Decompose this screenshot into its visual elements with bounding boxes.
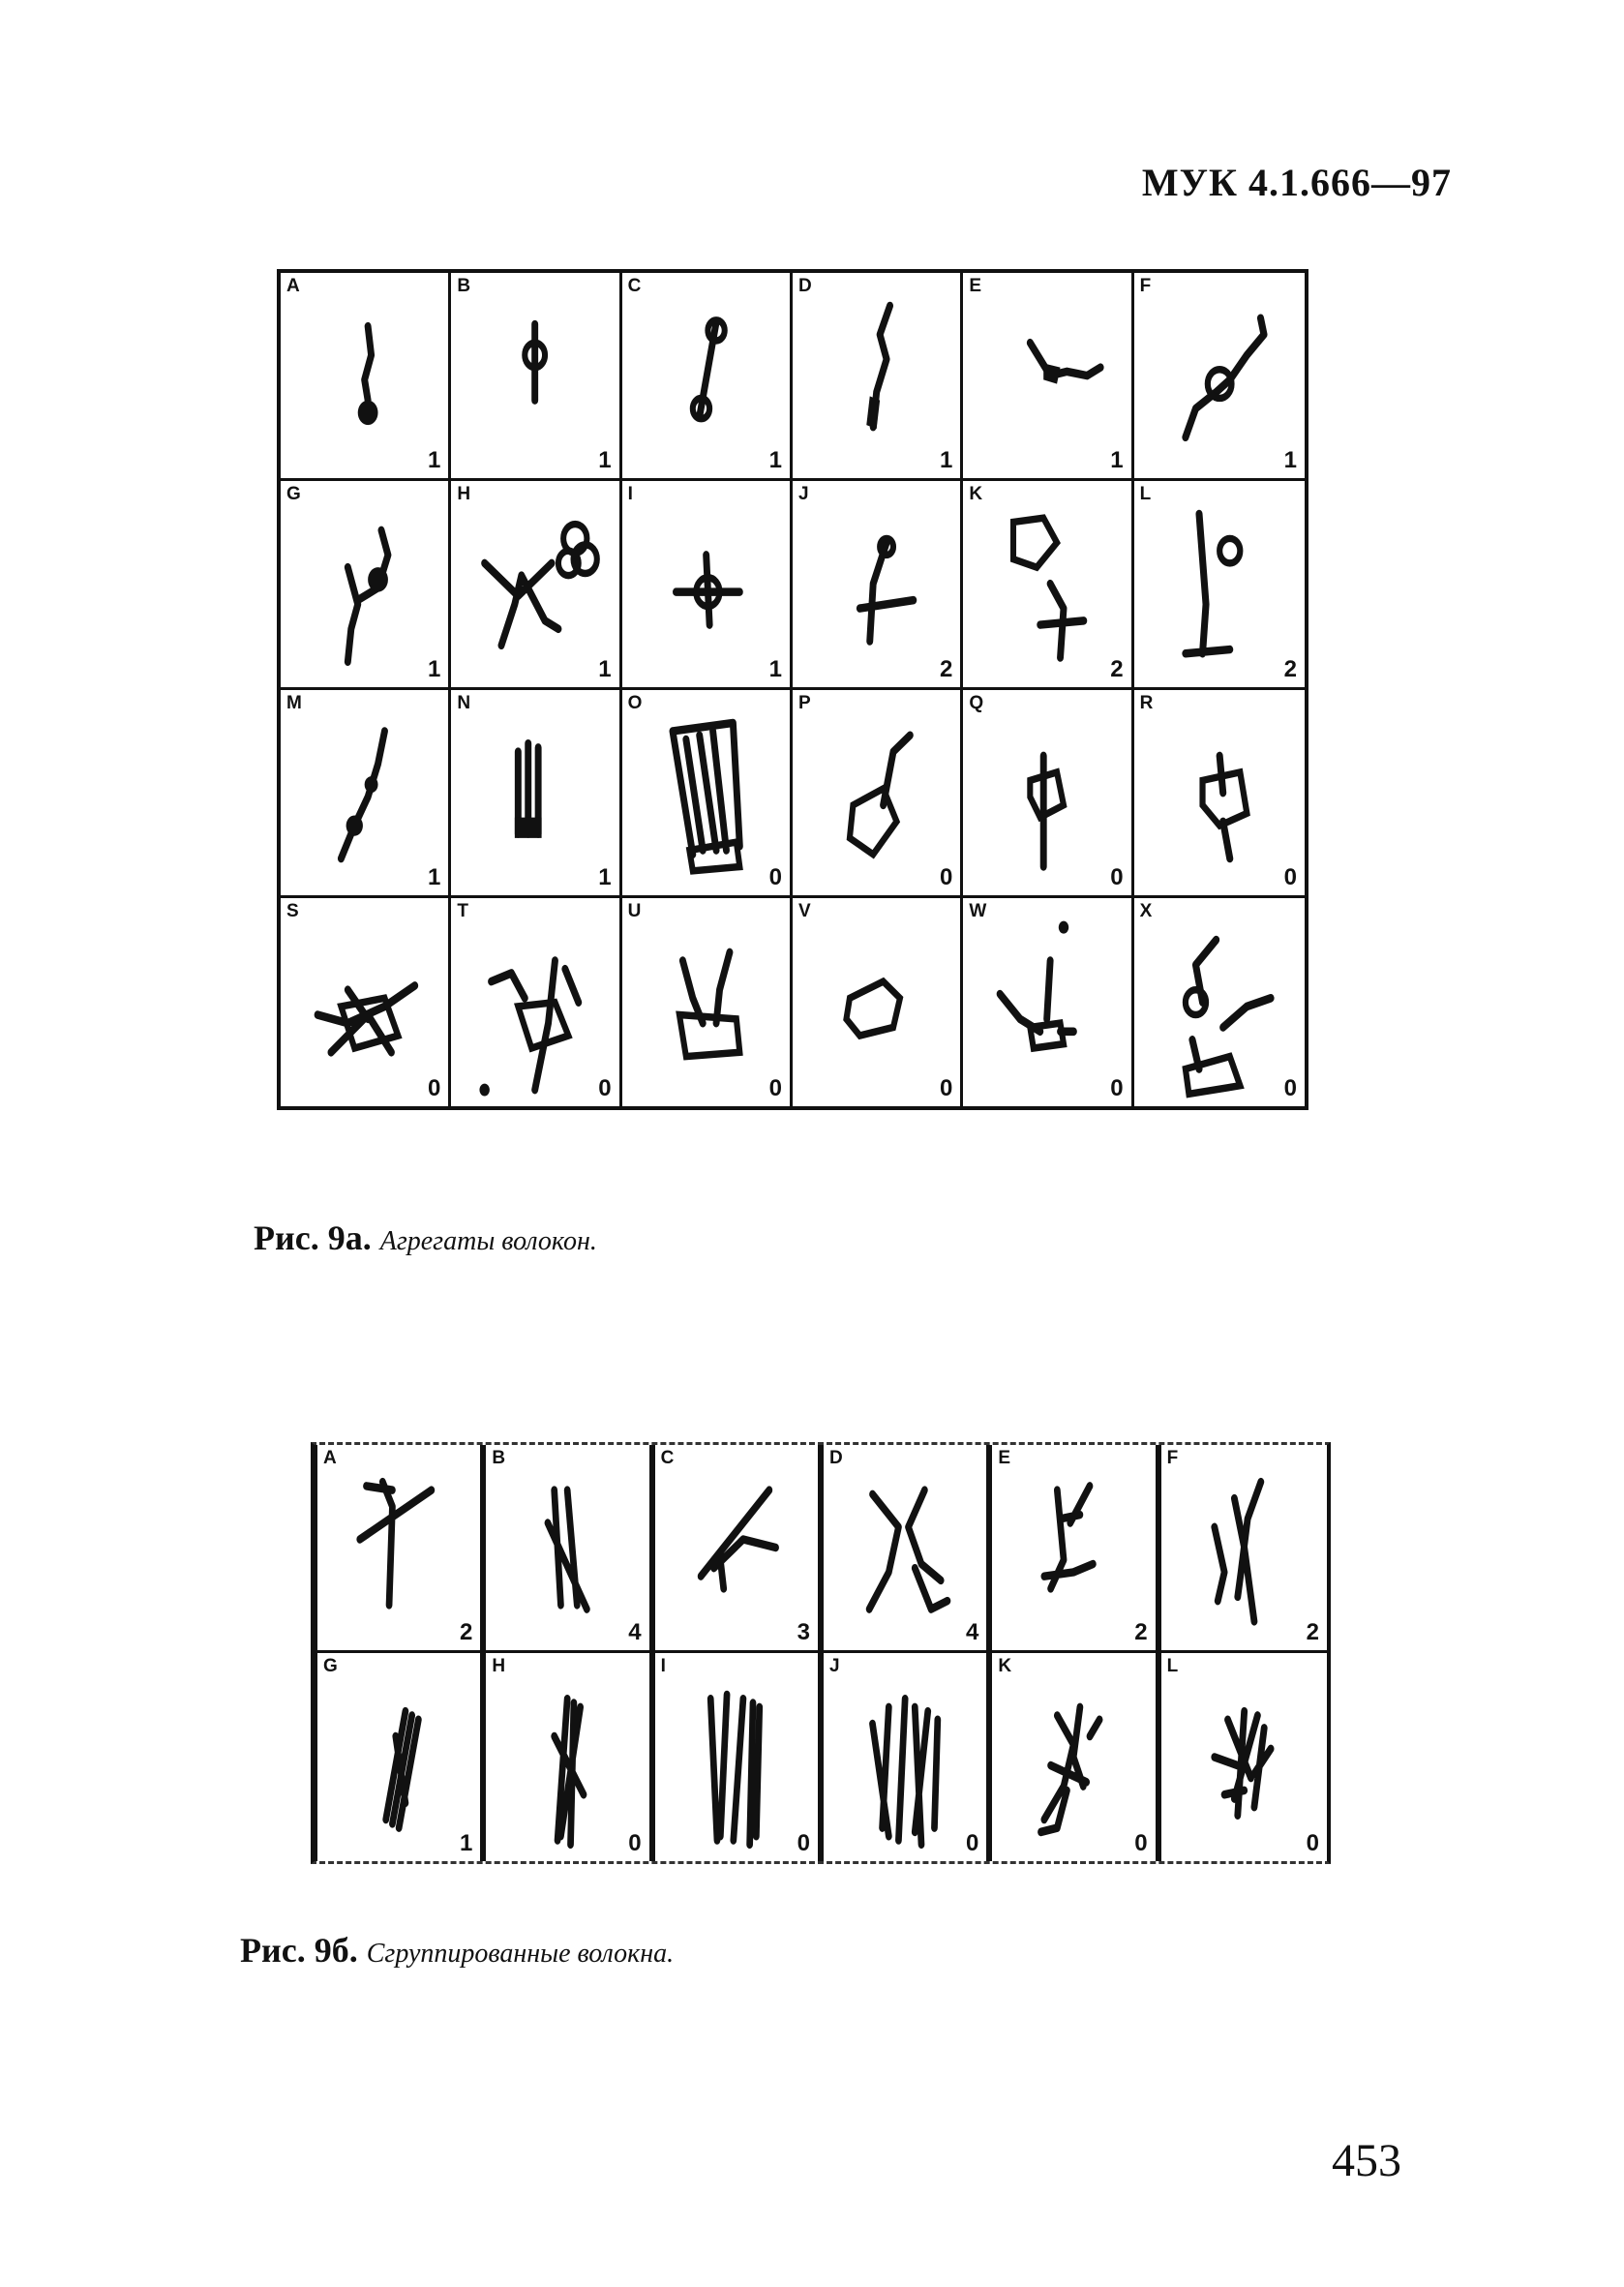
figure-a-cell xyxy=(281,273,451,481)
figure-b-cell xyxy=(989,1445,1158,1653)
fiber-sketch xyxy=(281,273,448,478)
fiber-sketch xyxy=(486,1653,648,1861)
fiber-sketch xyxy=(451,273,618,478)
figure-9a-caption-text: Агрегаты волокон. xyxy=(379,1226,597,1256)
figure-b-cell xyxy=(483,1445,651,1653)
fiber-sketch xyxy=(317,1445,480,1650)
cell-letter: D xyxy=(829,1448,843,1468)
cell-score: 2 xyxy=(459,1619,473,1645)
cell-letter: E xyxy=(998,1448,1011,1468)
fiber-sketch xyxy=(1161,1653,1327,1861)
fiber-sketch xyxy=(655,1653,818,1861)
figure-a-cell xyxy=(281,690,451,898)
fiber-sketch xyxy=(486,1445,648,1650)
cell-letter: L xyxy=(1139,484,1152,505)
fiber-sketch xyxy=(622,273,790,478)
cell-score: 1 xyxy=(939,447,953,474)
fiber-sketch xyxy=(1134,273,1305,478)
cell-score: 0 xyxy=(598,1075,612,1101)
cell-letter: F xyxy=(1166,1448,1179,1468)
cell-letter: C xyxy=(660,1448,675,1468)
fiber-sketch xyxy=(793,481,960,686)
figure-a-cell xyxy=(793,481,963,689)
figure-a-cell xyxy=(622,481,793,689)
figure-9b-caption xyxy=(240,1930,674,1971)
fiber-sketch xyxy=(622,481,790,686)
figure-b-cell xyxy=(315,1653,483,1861)
cell-letter: N xyxy=(457,692,471,713)
cell-letter: A xyxy=(286,276,300,296)
cell-letter: M xyxy=(286,692,302,713)
cell-letter: H xyxy=(492,1656,506,1676)
cell-letter: A xyxy=(323,1448,337,1468)
figure-a-cell xyxy=(451,273,621,481)
figure-b-cell xyxy=(989,1653,1158,1861)
cell-letter: G xyxy=(323,1656,338,1676)
cell-letter: G xyxy=(286,484,301,505)
figure-a-cell xyxy=(963,481,1133,689)
figure-a-cell xyxy=(622,273,793,481)
figure-b-cell xyxy=(315,1445,483,1653)
cell-score: 2 xyxy=(1134,1619,1148,1645)
figure-a-cell xyxy=(622,898,793,1106)
fiber-sketch xyxy=(317,1653,480,1861)
cell-score: 2 xyxy=(1110,655,1124,682)
cell-score: 0 xyxy=(768,1075,782,1101)
figure-a-cell xyxy=(1134,273,1305,481)
fiber-sketch xyxy=(824,1445,986,1650)
fiber-sketch xyxy=(992,1653,1155,1861)
cell-letter: X xyxy=(1139,900,1153,921)
cell-score: 1 xyxy=(598,447,612,474)
cell-letter: P xyxy=(798,692,811,713)
fiber-sketch xyxy=(793,898,960,1106)
cell-letter: W xyxy=(969,900,987,921)
cell-score: 0 xyxy=(1134,1830,1148,1856)
cell-score: 2 xyxy=(1306,1619,1319,1645)
fiber-sketch xyxy=(451,690,618,895)
figure-9a-caption-number: Рис. 9а. xyxy=(254,1219,372,1257)
figure-a-cell xyxy=(793,898,963,1106)
figure-a-cell xyxy=(622,690,793,898)
figure-a-cell xyxy=(281,481,451,689)
fiber-sketch xyxy=(793,690,960,895)
cell-letter: J xyxy=(829,1656,840,1676)
cell-score: 3 xyxy=(797,1619,810,1645)
cell-letter: S xyxy=(286,900,299,921)
page-number: 453 xyxy=(1332,2135,1401,2186)
cell-score: 1 xyxy=(1283,447,1297,474)
cell-score: 1 xyxy=(598,863,612,890)
fiber-sketch xyxy=(451,481,618,686)
figure-a-cell xyxy=(793,690,963,898)
figure-a-cell xyxy=(963,898,1133,1106)
fiber-sketch xyxy=(281,481,448,686)
cell-score: 1 xyxy=(427,863,441,890)
cell-letter: V xyxy=(798,900,811,921)
figure-b-cell xyxy=(821,1445,989,1653)
cell-letter: H xyxy=(457,484,471,505)
cell-score: 4 xyxy=(628,1619,642,1645)
cell-score: 1 xyxy=(459,1830,473,1856)
cell-score: 0 xyxy=(797,1830,810,1856)
cell-score: 0 xyxy=(965,1830,979,1856)
cell-score: 0 xyxy=(1283,863,1297,890)
figure-b-cell xyxy=(821,1653,989,1861)
figure-a-cell xyxy=(1134,690,1305,898)
figure-b-cell xyxy=(1158,1653,1327,1861)
cell-letter: K xyxy=(969,484,983,505)
figure-a-cell xyxy=(281,898,451,1106)
figure-9b-grid xyxy=(311,1442,1331,1864)
cell-letter: F xyxy=(1139,276,1152,296)
cell-letter: R xyxy=(1139,692,1154,713)
cell-score: 0 xyxy=(427,1075,441,1101)
fiber-sketch xyxy=(281,690,448,895)
figure-9b-caption-text: Сгруппированные волокна. xyxy=(366,1939,675,1969)
figure-b-cell xyxy=(652,1445,821,1653)
figure-9a-caption xyxy=(254,1218,597,1258)
fiber-sketch xyxy=(622,690,790,895)
figure-a-cell xyxy=(1134,898,1305,1106)
fiber-sketch xyxy=(622,898,790,1106)
figure-b-cell xyxy=(652,1653,821,1861)
cell-score: 1 xyxy=(768,447,782,474)
cell-letter: C xyxy=(627,276,642,296)
fiber-sketch xyxy=(1134,690,1305,895)
figure-a-cell xyxy=(963,690,1133,898)
cell-letter: I xyxy=(627,484,633,505)
fiber-sketch xyxy=(963,481,1130,686)
cell-score: 0 xyxy=(1110,1075,1124,1101)
fiber-sketch xyxy=(451,898,618,1106)
fiber-sketch xyxy=(1134,481,1305,686)
figure-9b-caption-number: Рис. 9б. xyxy=(240,1931,358,1970)
fiber-sketch xyxy=(1134,898,1305,1106)
fiber-sketch xyxy=(655,1445,818,1650)
figure-a-cell xyxy=(451,690,621,898)
figure-a-cell xyxy=(451,481,621,689)
cell-score: 4 xyxy=(965,1619,979,1645)
cell-letter: J xyxy=(798,484,809,505)
cell-score: 0 xyxy=(1283,1075,1297,1101)
figure-9a-grid xyxy=(277,269,1308,1110)
fiber-sketch xyxy=(992,1445,1155,1650)
cell-score: 0 xyxy=(1110,863,1124,890)
fiber-sketch xyxy=(963,273,1130,478)
fiber-sketch xyxy=(963,898,1130,1106)
cell-letter: T xyxy=(457,900,468,921)
fiber-sketch xyxy=(1161,1445,1327,1650)
fiber-sketch xyxy=(281,898,448,1106)
cell-letter: Q xyxy=(969,692,984,713)
cell-letter: I xyxy=(660,1656,666,1676)
fiber-sketch xyxy=(793,273,960,478)
cell-letter: E xyxy=(969,276,982,296)
cell-score: 1 xyxy=(768,655,782,682)
cell-letter: D xyxy=(798,276,812,296)
cell-score: 0 xyxy=(1306,1830,1319,1856)
cell-score: 1 xyxy=(598,655,612,682)
cell-score: 0 xyxy=(939,863,953,890)
cell-letter: K xyxy=(998,1656,1012,1676)
cell-letter: B xyxy=(457,276,471,296)
cell-letter: O xyxy=(627,692,643,713)
cell-score: 1 xyxy=(1110,447,1124,474)
cell-score: 2 xyxy=(939,655,953,682)
figure-a-cell xyxy=(1134,481,1305,689)
cell-letter: U xyxy=(627,900,642,921)
document-code: МУК 4.1.666—97 xyxy=(1141,161,1452,204)
cell-score: 2 xyxy=(1283,655,1297,682)
cell-score: 0 xyxy=(768,863,782,890)
cell-letter: L xyxy=(1166,1656,1179,1676)
cell-score: 0 xyxy=(628,1830,642,1856)
cell-score: 1 xyxy=(427,447,441,474)
fiber-sketch xyxy=(963,690,1130,895)
figure-a-cell xyxy=(793,273,963,481)
figure-b-cell xyxy=(483,1653,651,1861)
cell-score: 1 xyxy=(427,655,441,682)
figure-a-cell xyxy=(451,898,621,1106)
fiber-sketch xyxy=(824,1653,986,1861)
figure-b-cell xyxy=(1158,1445,1327,1653)
cell-score: 0 xyxy=(939,1075,953,1101)
figure-a-cell xyxy=(963,273,1133,481)
cell-letter: B xyxy=(492,1448,506,1468)
